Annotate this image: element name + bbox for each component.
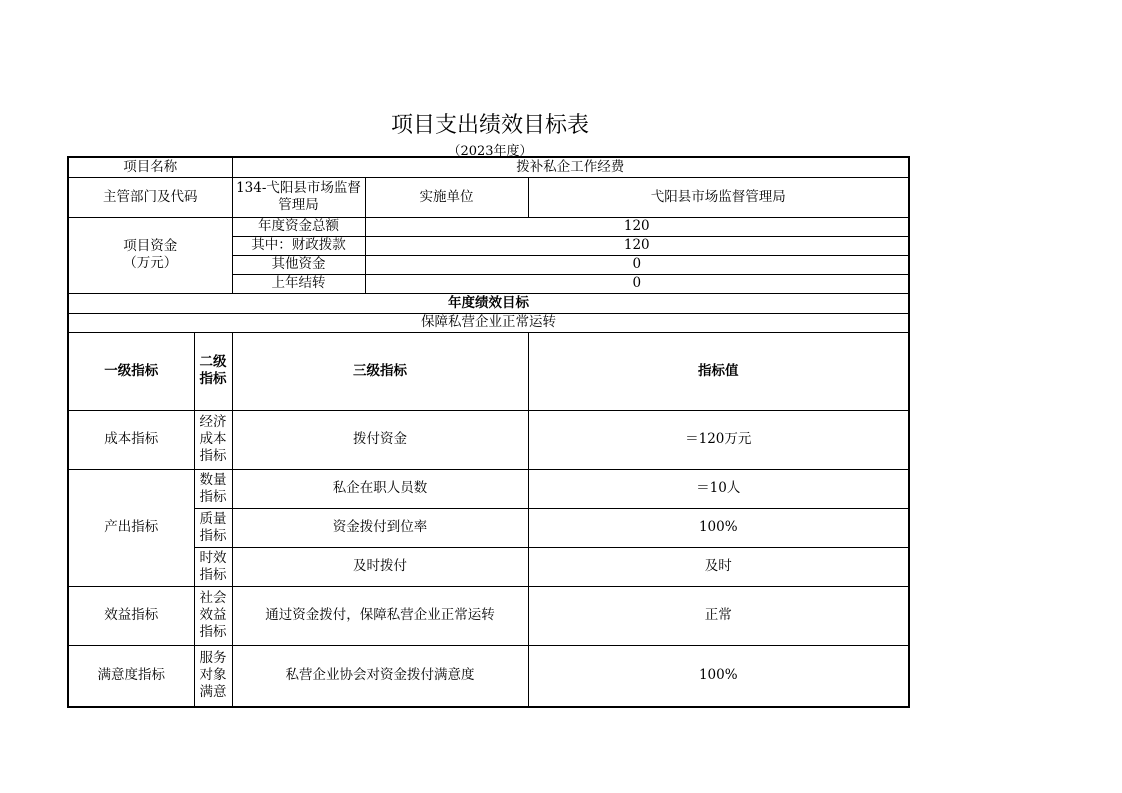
fund-label: 其他资金 [232, 255, 365, 274]
fund-label: 上年结转 [232, 274, 365, 293]
annual-goal-text: 保障私营企业正常运转 [68, 313, 909, 332]
project-name-row [68, 157, 909, 177]
annual-goal-heading-row [68, 293, 909, 313]
satisfaction-indicator-row [68, 645, 909, 707]
satisfaction-level1: 满意度指标 [68, 645, 194, 707]
fund-label: 其中：财政拨款 [232, 236, 365, 255]
header-level1: 一级指标 [68, 332, 194, 410]
department-row [68, 177, 909, 217]
output-indicator-row [68, 469, 909, 508]
fund-value: 120 [365, 236, 909, 255]
project-funds-label-line1: 项目资金 [123, 238, 178, 254]
output-value: 及时 [528, 547, 909, 586]
fund-label: 年度资金总额 [232, 217, 365, 236]
project-name-label: 项目名称 [68, 157, 232, 177]
satisfaction-level2: 服务对象满意 [194, 645, 232, 707]
output-level2: 质量指标 [194, 508, 232, 547]
satisfaction-level3: 私营企业协会对资金拨付满意度 [232, 645, 528, 707]
output-level1: 产出指标 [68, 469, 194, 586]
page-subtitle: （2023年度） [447, 144, 533, 159]
satisfaction-value: 100% [528, 645, 909, 707]
cost-level3: 拨付资金 [232, 410, 528, 469]
cost-value: ＝120万元 [528, 410, 909, 469]
project-funds-label-line2: （万元） [123, 255, 178, 271]
project-funds-label [68, 217, 232, 293]
department-value: 134-弋阳县市场监督管理局 [232, 177, 365, 217]
implementing-unit-value: 弋阳县市场监督管理局 [528, 177, 909, 217]
fund-value: 120 [365, 217, 909, 236]
header-level2: 二级指标 [194, 332, 232, 410]
benefit-level1: 效益指标 [68, 586, 194, 645]
output-value: 100% [528, 508, 909, 547]
output-level3: 资金拨付到位率 [232, 508, 528, 547]
performance-table [67, 156, 910, 708]
output-value: ＝10人 [528, 469, 909, 508]
output-indicator-row [68, 508, 909, 547]
department-label: 主管部门及代码 [68, 177, 232, 217]
benefit-value: 正常 [528, 586, 909, 645]
cost-indicator-row [68, 410, 909, 469]
page-title: 项目支出绩效目标表 [390, 113, 589, 138]
header-value: 指标值 [528, 332, 909, 410]
output-level2: 时效指标 [194, 547, 232, 586]
indicator-header-row [68, 332, 909, 410]
cost-level2: 经济成本指标 [194, 410, 232, 469]
annual-goal-text-row [68, 313, 909, 332]
project-name-value: 拨补私企工作经费 [232, 157, 909, 177]
output-level3: 私企在职人员数 [232, 469, 528, 508]
cost-level1: 成本指标 [68, 410, 194, 469]
benefit-level3: 通过资金拨付，保障私营企业正常运转 [232, 586, 528, 645]
fund-value: 0 [365, 255, 909, 274]
fund-value: 0 [365, 274, 909, 293]
output-level3: 及时拨付 [232, 547, 528, 586]
header-level3: 三级指标 [232, 332, 528, 410]
implementing-unit-label: 实施单位 [365, 177, 528, 217]
fund-row [68, 217, 909, 236]
output-level2: 数量指标 [194, 469, 232, 508]
benefit-indicator-row [68, 586, 909, 645]
annual-goal-heading: 年度绩效目标 [68, 293, 909, 313]
output-indicator-row [68, 547, 909, 586]
benefit-level2: 社会效益指标 [194, 586, 232, 645]
